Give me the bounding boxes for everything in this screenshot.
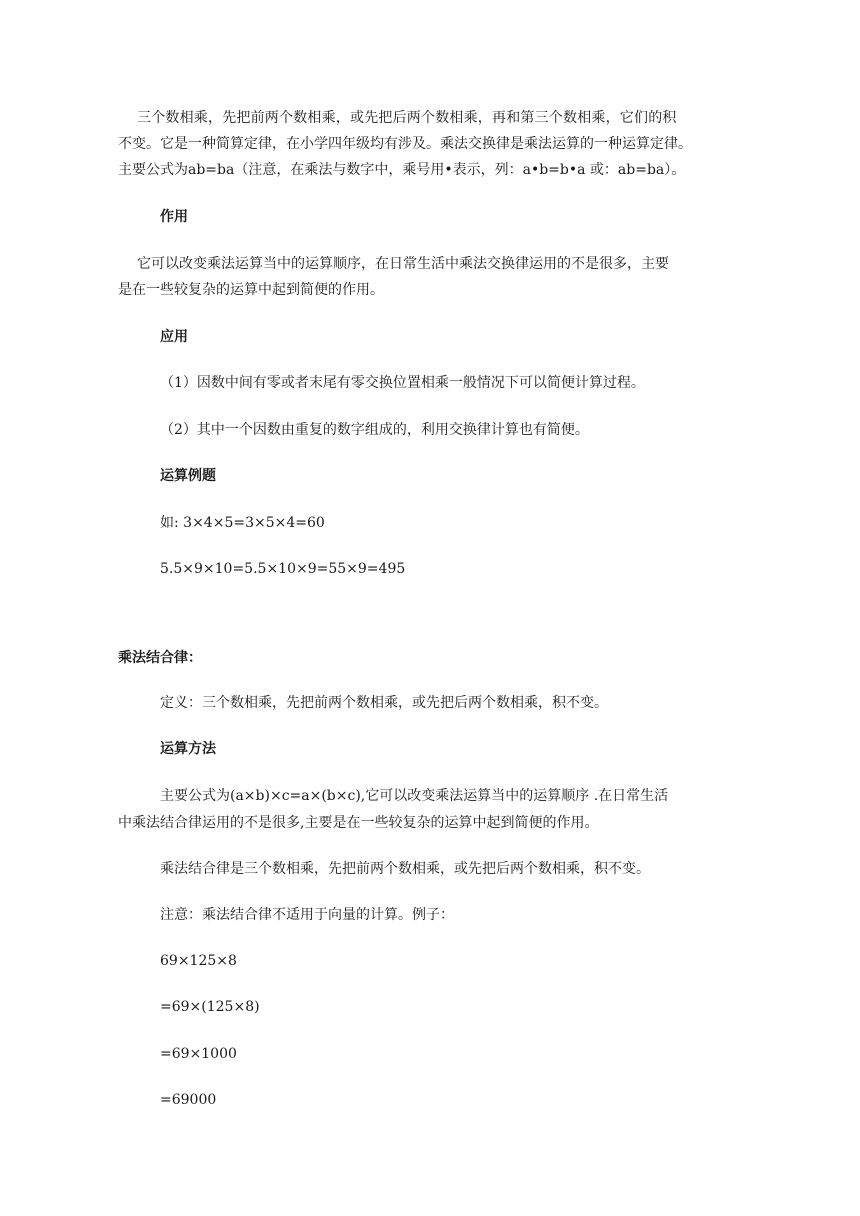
paragraph-line: 中乘法结合律运用的不是很多,主要是在一些较复杂的运算中起到简便的作用。 xyxy=(118,815,599,831)
note-text: 注意：乘法结合律不适用于向量的计算。例子： xyxy=(160,907,454,923)
paragraph-line: 主要公式为ab=ba（注意，在乘法与数字中，乘号用•表示，列：a•b=b•a 或：ab=ba）。 xyxy=(118,162,686,178)
section-heading: 运算方法 xyxy=(160,741,216,757)
section-heading: 运算例题 xyxy=(160,468,216,484)
calc-step: =69×1000 xyxy=(160,1046,237,1062)
section-heading: 应用 xyxy=(160,329,188,345)
calc-step: =69×(125×8) xyxy=(160,999,260,1015)
section-heading: 作用 xyxy=(160,209,188,225)
calc-step: 69×125×8 xyxy=(160,953,237,969)
paragraph-line: 是在一些较复杂的运算中起到简便的作用。 xyxy=(118,282,384,298)
example-line: 5.5×9×10=5.5×10×9=55×9=495 xyxy=(160,561,406,577)
paragraph-line: 三个数相乘，先把前两个数相乘，或先把后两个数相乘，再和第三个数相乘，它们的积 xyxy=(137,110,677,126)
definition-text: 定义：三个数相乘，先把前两个数相乘，或先把后两个数相乘，积不变。 xyxy=(160,695,608,711)
paragraph-line: 不变。它是一种简算定律，在小学四年级均有涉及。乘法交换律是乘法运算的一种运算定律。 xyxy=(118,136,692,152)
paragraph-line: 主要公式为(a×b)×c=a×(b×c),它可以改变乘法运算当中的运算顺序 .在日常生活 xyxy=(160,788,669,804)
example-line: 如: 3×4×5=3×5×4=60 xyxy=(160,515,325,531)
list-item: （2）其中一个因数由重复的数字组成的，利用交换律计算也有简便。 xyxy=(160,422,589,438)
section-title: 乘法结合律： xyxy=(118,650,202,666)
paragraph-text: 乘法结合律是三个数相乘，先把前两个数相乘，或先把后两个数相乘，积不变。 xyxy=(160,861,650,877)
list-item: （1）因数中间有零或者末尾有零交换位置相乘一般情况下可以简便计算过程。 xyxy=(160,375,645,391)
calc-step: =69000 xyxy=(160,1092,217,1108)
paragraph-line: 它可以改变乘法运算当中的运算顺序，在日常生活中乘法交换律运用的不是很多，主要 xyxy=(137,256,669,272)
